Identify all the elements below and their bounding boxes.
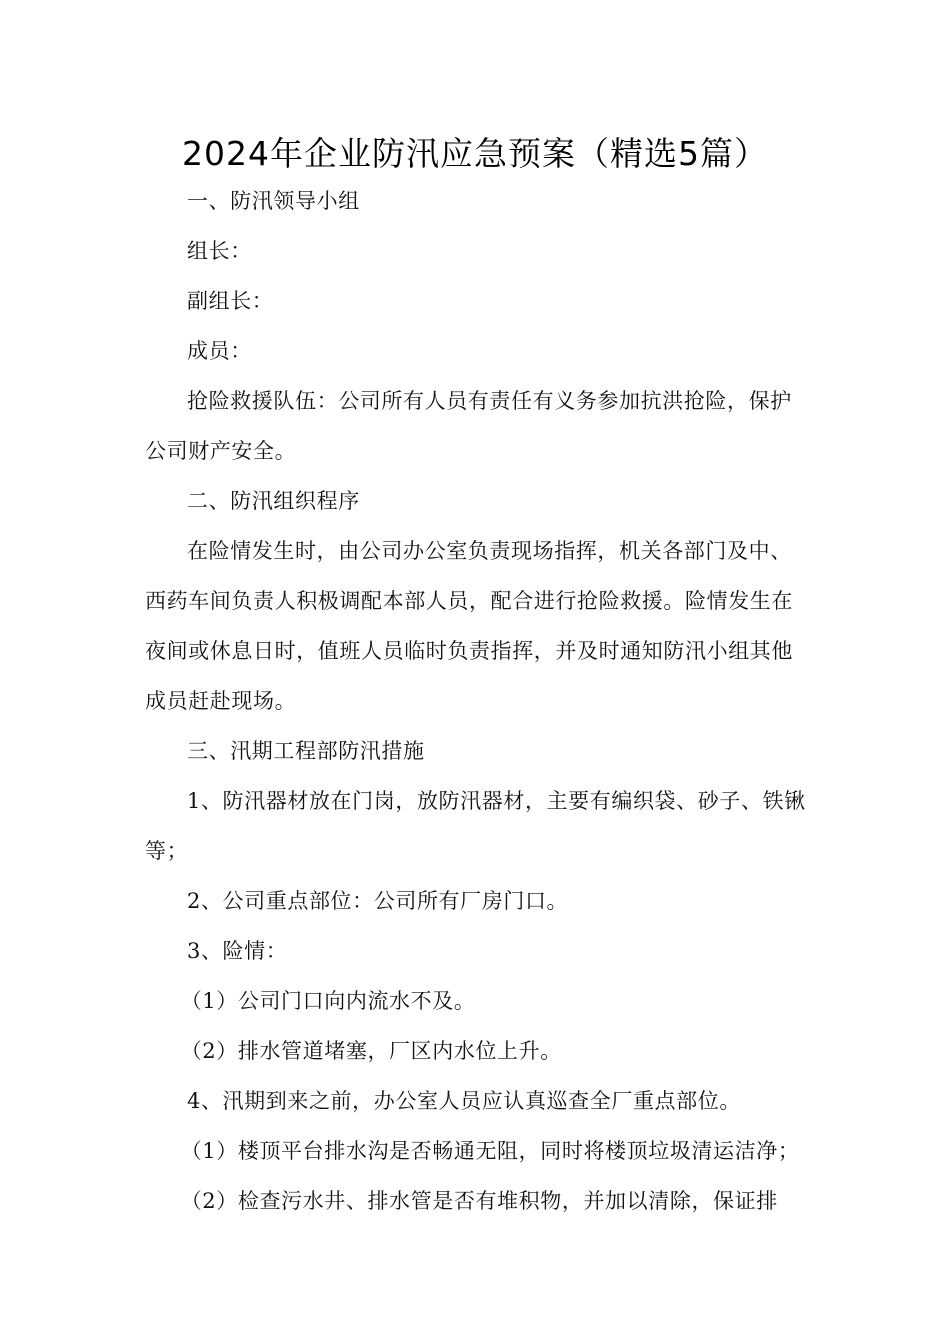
paragraph-procedure: 在险情发生时，由公司办公室负责现场指挥，机关各部门及中、西药车间负责人积极调配本部人员，配合进行抢险救援。险情发生在夜间或休息日时，值班人员临时负责指挥，并及时通知防汛小组其他成员赶赴现场。 <box>145 539 793 713</box>
list-item-inspection: 4、汛期到来之前，办公室人员应认真巡查全厂重点部位。 <box>187 1089 741 1113</box>
list-item-danger: 3、险情： <box>187 939 288 963</box>
list-item-key-locations: 2、公司重点部位：公司所有厂房门口。 <box>187 889 569 913</box>
section-heading-1: 一、防汛领导小组 <box>187 189 360 213</box>
sub-item-danger-1: （1）公司门口向内流水不及。 <box>180 989 476 1013</box>
paragraph-rescue-team: 抢险救援队伍：公司所有人员有责任有义务参加抗洪抢险，保护公司财产安全。 <box>145 389 792 463</box>
sub-item-inspection-1: （1）楼顶平台排水沟是否畅通无阻，同时将楼顶垃圾清运洁净； <box>180 1139 800 1163</box>
section-heading-2: 二、防汛组织程序 <box>187 489 360 513</box>
paragraph-leader: 组长： <box>187 239 252 263</box>
section-heading-3: 三、汛期工程部防汛措施 <box>187 739 425 763</box>
list-item-equipment: 1、防汛器材放在门岗，放防汛器材，主要有编织袋、砂子、铁锹等； <box>145 789 806 863</box>
paragraph-members: 成员： <box>187 339 252 363</box>
document-title: 2024年企业防汛应急预案（精选5篇） <box>182 134 768 173</box>
paragraph-deputy-leader: 副组长： <box>187 289 274 313</box>
sub-item-danger-2: （2）排水管道堵塞，厂区内水位上升。 <box>180 1039 562 1063</box>
sub-item-inspection-2: （2）检查污水井、排水管是否有堆积物，并加以清除，保证排 <box>180 1189 778 1213</box>
document-body <box>145 176 810 1226</box>
